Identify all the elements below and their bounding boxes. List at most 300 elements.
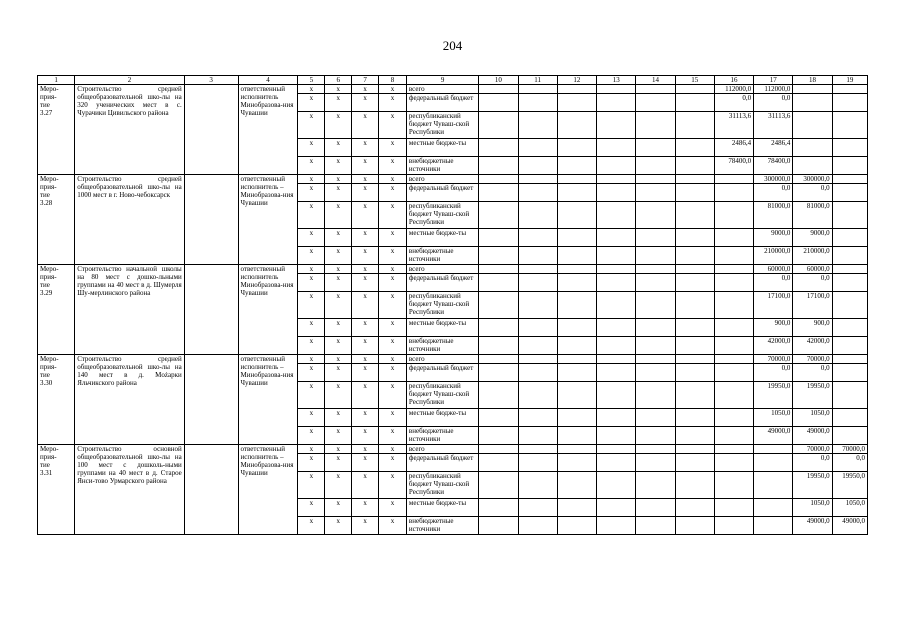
funding-source-cell: республиканский бюджет Чуваш-ской Республики bbox=[406, 292, 478, 319]
amount-cell bbox=[793, 157, 832, 175]
empty-year-cell bbox=[479, 409, 518, 427]
amount-cell: 9000,0 bbox=[793, 229, 832, 247]
empty-year-cell bbox=[557, 94, 596, 112]
amount-cell: 0,0 bbox=[793, 184, 832, 202]
funding-source-cell: внебюджетные источники bbox=[406, 247, 478, 265]
empty-year-cell bbox=[557, 229, 596, 247]
empty-year-cell bbox=[557, 202, 596, 229]
empty-year-cell bbox=[597, 499, 636, 517]
amount-cell bbox=[832, 229, 867, 247]
empty-year-cell bbox=[675, 139, 714, 157]
empty-year-cell bbox=[597, 274, 636, 292]
empty-year-cell bbox=[479, 499, 518, 517]
empty-year-cell bbox=[636, 94, 675, 112]
code-cell: x bbox=[379, 292, 407, 319]
empty-year-cell bbox=[479, 184, 518, 202]
empty-year-cell bbox=[557, 319, 596, 337]
funding-source-cell: всего bbox=[406, 85, 478, 94]
empty-year-cell bbox=[518, 454, 557, 472]
empty-year-cell bbox=[675, 409, 714, 427]
empty-year-cell bbox=[479, 139, 518, 157]
amount-cell bbox=[832, 139, 867, 157]
empty-year-cell bbox=[636, 472, 675, 499]
column-number-cell: 7 bbox=[352, 76, 379, 85]
amount-cell bbox=[714, 382, 753, 409]
empty-year-cell bbox=[557, 265, 596, 274]
activity-id-cell: Меро- прия- тие 3.30 bbox=[38, 355, 75, 445]
amount-cell: 81000,0 bbox=[793, 202, 832, 229]
code-cell: x bbox=[325, 229, 352, 247]
column-number-cell: 8 bbox=[379, 76, 407, 85]
empty-year-cell bbox=[636, 319, 675, 337]
empty-year-cell bbox=[479, 85, 518, 94]
empty-year-cell bbox=[479, 382, 518, 409]
empty-year-cell bbox=[479, 355, 518, 364]
empty-year-cell bbox=[557, 472, 596, 499]
code-cell: x bbox=[379, 184, 407, 202]
code-cell: x bbox=[325, 157, 352, 175]
empty-year-cell bbox=[557, 382, 596, 409]
column-number-cell: 12 bbox=[557, 76, 596, 85]
empty-year-cell bbox=[675, 94, 714, 112]
empty-year-cell bbox=[636, 454, 675, 472]
empty-year-cell bbox=[479, 364, 518, 382]
code-cell: x bbox=[325, 364, 352, 382]
empty-year-cell bbox=[479, 112, 518, 139]
empty-year-cell bbox=[479, 94, 518, 112]
empty-year-cell bbox=[479, 292, 518, 319]
activity-name-cell: Строительство начальной школы на 80 мест с дошко-льными группами на 40 мест в д. Шумерля Шу-мерлинского района bbox=[75, 265, 185, 355]
code-cell: x bbox=[325, 112, 352, 139]
empty-year-cell bbox=[597, 517, 636, 535]
empty-year-cell bbox=[636, 139, 675, 157]
empty-year-cell bbox=[518, 499, 557, 517]
code-cell: x bbox=[325, 517, 352, 535]
amount-cell bbox=[832, 184, 867, 202]
table-row bbox=[38, 445, 868, 454]
empty-year-cell bbox=[557, 355, 596, 364]
amount-cell bbox=[832, 337, 867, 355]
code-cell: x bbox=[298, 112, 325, 139]
empty-year-cell bbox=[597, 229, 636, 247]
code-cell: x bbox=[352, 139, 379, 157]
amount-cell bbox=[832, 247, 867, 265]
empty-year-cell bbox=[479, 265, 518, 274]
code-cell: x bbox=[325, 355, 352, 364]
empty-year-cell bbox=[518, 175, 557, 184]
amount-cell bbox=[754, 454, 793, 472]
amount-cell: 49000,0 bbox=[754, 427, 793, 445]
code-cell: x bbox=[325, 409, 352, 427]
empty-year-cell bbox=[675, 175, 714, 184]
activity-name-cell: Строительство основной общеобразовательной шко-лы на 100 мест с дошколь-ными группами на 40 мест в д. Старое Янси-тово Урмарского района bbox=[75, 445, 185, 535]
column-number-cell: 6 bbox=[325, 76, 352, 85]
code-cell: x bbox=[298, 472, 325, 499]
executor-cell: ответственный исполнитель – Минобразова-ния Чувашии bbox=[238, 355, 298, 445]
empty-year-cell bbox=[479, 337, 518, 355]
empty-year-cell bbox=[479, 472, 518, 499]
code-cell: x bbox=[379, 157, 407, 175]
amount-cell bbox=[832, 274, 867, 292]
amount-cell bbox=[714, 319, 753, 337]
amount-cell bbox=[714, 364, 753, 382]
empty-year-cell bbox=[557, 445, 596, 454]
empty-year-cell bbox=[636, 337, 675, 355]
amount-cell bbox=[714, 454, 753, 472]
amount-cell bbox=[832, 319, 867, 337]
code-cell: x bbox=[352, 319, 379, 337]
empty-year-cell bbox=[479, 175, 518, 184]
empty-year-cell bbox=[675, 499, 714, 517]
amount-cell: 9000,0 bbox=[754, 229, 793, 247]
empty-year-cell bbox=[479, 445, 518, 454]
activity-id-cell: Меро- прия- тие 3.27 bbox=[38, 85, 75, 175]
empty-year-cell bbox=[597, 292, 636, 319]
code-cell: x bbox=[325, 202, 352, 229]
empty-year-cell bbox=[518, 445, 557, 454]
empty-year-cell bbox=[557, 499, 596, 517]
empty-year-cell bbox=[675, 364, 714, 382]
funding-source-cell: внебюджетные источники bbox=[406, 427, 478, 445]
empty-year-cell bbox=[479, 274, 518, 292]
empty-year-cell bbox=[557, 454, 596, 472]
code-cell: x bbox=[379, 517, 407, 535]
empty-year-cell bbox=[675, 472, 714, 499]
amount-cell: 2486,4 bbox=[714, 139, 753, 157]
amount-cell: 60000,0 bbox=[754, 265, 793, 274]
code-cell: x bbox=[352, 445, 379, 454]
empty-year-cell bbox=[597, 94, 636, 112]
empty-year-cell bbox=[675, 427, 714, 445]
amount-cell: 19950,0 bbox=[832, 472, 867, 499]
amount-cell: 300000,0 bbox=[793, 175, 832, 184]
amount-cell: 210000,0 bbox=[754, 247, 793, 265]
code-cell: x bbox=[352, 184, 379, 202]
empty-cell bbox=[184, 85, 238, 175]
code-cell: x bbox=[352, 427, 379, 445]
code-cell: x bbox=[352, 292, 379, 319]
budget-table bbox=[37, 75, 868, 535]
column-number-cell: 4 bbox=[238, 76, 298, 85]
empty-year-cell bbox=[518, 292, 557, 319]
empty-year-cell bbox=[518, 139, 557, 157]
funding-source-cell: местные бюдже-ты bbox=[406, 139, 478, 157]
code-cell: x bbox=[298, 382, 325, 409]
amount-cell bbox=[714, 202, 753, 229]
empty-year-cell bbox=[636, 175, 675, 184]
empty-year-cell bbox=[636, 517, 675, 535]
empty-year-cell bbox=[557, 427, 596, 445]
empty-year-cell bbox=[597, 337, 636, 355]
empty-year-cell bbox=[597, 247, 636, 265]
code-cell: x bbox=[298, 184, 325, 202]
code-cell: x bbox=[379, 319, 407, 337]
empty-year-cell bbox=[518, 274, 557, 292]
amount-cell: 0,0 bbox=[793, 274, 832, 292]
funding-source-cell: республиканский бюджет Чуваш-ской Республики bbox=[406, 382, 478, 409]
empty-year-cell bbox=[557, 337, 596, 355]
amount-cell bbox=[714, 229, 753, 247]
empty-year-cell bbox=[597, 202, 636, 229]
column-number-cell: 1 bbox=[38, 76, 75, 85]
empty-year-cell bbox=[675, 112, 714, 139]
empty-year-cell bbox=[675, 265, 714, 274]
code-cell: x bbox=[379, 175, 407, 184]
amount-cell bbox=[832, 202, 867, 229]
code-cell: x bbox=[325, 175, 352, 184]
amount-cell: 42000,0 bbox=[754, 337, 793, 355]
empty-year-cell bbox=[479, 319, 518, 337]
amount-cell bbox=[754, 499, 793, 517]
code-cell: x bbox=[298, 94, 325, 112]
funding-source-cell: всего bbox=[406, 175, 478, 184]
amount-cell bbox=[832, 409, 867, 427]
empty-year-cell bbox=[518, 184, 557, 202]
code-cell: x bbox=[298, 409, 325, 427]
funding-source-cell: республиканский бюджет Чуваш-ской Республики bbox=[406, 112, 478, 139]
amount-cell bbox=[714, 337, 753, 355]
code-cell: x bbox=[325, 427, 352, 445]
code-cell: x bbox=[325, 499, 352, 517]
code-cell: x bbox=[298, 427, 325, 445]
amount-cell: 19950,0 bbox=[793, 382, 832, 409]
empty-year-cell bbox=[557, 292, 596, 319]
amount-cell: 0,0 bbox=[793, 454, 832, 472]
amount-cell bbox=[714, 265, 753, 274]
code-cell: x bbox=[379, 409, 407, 427]
activity-id-cell: Меро- прия- тие 3.31 bbox=[38, 445, 75, 535]
code-cell: x bbox=[379, 229, 407, 247]
amount-cell: 49000,0 bbox=[832, 517, 867, 535]
amount-cell bbox=[832, 85, 867, 94]
code-cell: x bbox=[298, 364, 325, 382]
code-cell: x bbox=[379, 202, 407, 229]
page-number: 204 bbox=[442, 38, 463, 53]
empty-year-cell bbox=[597, 85, 636, 94]
amount-cell: 42000,0 bbox=[793, 337, 832, 355]
empty-year-cell bbox=[675, 382, 714, 409]
amount-cell bbox=[832, 94, 867, 112]
executor-cell: ответственный исполнитель Минобразова-ния Чувашии bbox=[238, 265, 298, 355]
code-cell: x bbox=[325, 85, 352, 94]
amount-cell: 19950,0 bbox=[754, 382, 793, 409]
column-number-cell: 16 bbox=[714, 76, 753, 85]
funding-source-cell: всего bbox=[406, 445, 478, 454]
empty-year-cell bbox=[675, 445, 714, 454]
code-cell: x bbox=[298, 265, 325, 274]
amount-cell bbox=[793, 139, 832, 157]
activity-id-cell: Меро- прия- тие 3.28 bbox=[38, 175, 75, 265]
empty-year-cell bbox=[636, 409, 675, 427]
column-number-row bbox=[38, 76, 868, 85]
amount-cell: 17100,0 bbox=[754, 292, 793, 319]
code-cell: x bbox=[298, 517, 325, 535]
table-row bbox=[38, 265, 868, 274]
code-cell: x bbox=[352, 454, 379, 472]
code-cell: x bbox=[352, 337, 379, 355]
amount-cell bbox=[714, 517, 753, 535]
empty-year-cell bbox=[557, 175, 596, 184]
funding-source-cell: федеральный бюджет bbox=[406, 364, 478, 382]
amount-cell: 0,0 bbox=[754, 364, 793, 382]
empty-year-cell bbox=[479, 229, 518, 247]
empty-year-cell bbox=[479, 157, 518, 175]
column-number-cell: 18 bbox=[793, 76, 832, 85]
amount-cell bbox=[714, 355, 753, 364]
code-cell: x bbox=[352, 265, 379, 274]
empty-year-cell bbox=[597, 445, 636, 454]
table-row bbox=[38, 85, 868, 94]
empty-year-cell bbox=[479, 247, 518, 265]
code-cell: x bbox=[352, 175, 379, 184]
amount-cell: 0,0 bbox=[754, 184, 793, 202]
empty-year-cell bbox=[518, 94, 557, 112]
amount-cell: 81000,0 bbox=[754, 202, 793, 229]
amount-cell: 70000,0 bbox=[793, 445, 832, 454]
code-cell: x bbox=[325, 274, 352, 292]
code-cell: x bbox=[379, 274, 407, 292]
code-cell: x bbox=[325, 337, 352, 355]
amount-cell bbox=[832, 292, 867, 319]
empty-year-cell bbox=[636, 184, 675, 202]
amount-cell: 1050,0 bbox=[793, 409, 832, 427]
code-cell: x bbox=[379, 445, 407, 454]
code-cell: x bbox=[352, 274, 379, 292]
empty-year-cell bbox=[597, 454, 636, 472]
empty-year-cell bbox=[479, 427, 518, 445]
empty-year-cell bbox=[675, 319, 714, 337]
amount-cell bbox=[714, 472, 753, 499]
code-cell: x bbox=[379, 112, 407, 139]
amount-cell bbox=[714, 445, 753, 454]
amount-cell bbox=[754, 517, 793, 535]
amount-cell bbox=[793, 112, 832, 139]
amount-cell: 0,0 bbox=[793, 364, 832, 382]
code-cell: x bbox=[379, 364, 407, 382]
code-cell: x bbox=[325, 139, 352, 157]
code-cell: x bbox=[298, 175, 325, 184]
empty-year-cell bbox=[636, 427, 675, 445]
empty-year-cell bbox=[675, 454, 714, 472]
code-cell: x bbox=[298, 355, 325, 364]
column-number-cell: 3 bbox=[184, 76, 238, 85]
code-cell: x bbox=[352, 355, 379, 364]
executor-cell: ответственный исполнитель Минобразова-ния Чувашии bbox=[238, 85, 298, 175]
code-cell: x bbox=[352, 472, 379, 499]
funding-source-cell: местные бюдже-ты bbox=[406, 229, 478, 247]
empty-year-cell bbox=[675, 517, 714, 535]
empty-year-cell bbox=[557, 184, 596, 202]
empty-year-cell bbox=[518, 337, 557, 355]
amount-cell: 17100,0 bbox=[793, 292, 832, 319]
code-cell: x bbox=[352, 157, 379, 175]
empty-year-cell bbox=[479, 454, 518, 472]
code-cell: x bbox=[352, 202, 379, 229]
code-cell: x bbox=[298, 85, 325, 94]
code-cell: x bbox=[379, 265, 407, 274]
code-cell: x bbox=[325, 184, 352, 202]
amount-cell: 112000,0 bbox=[754, 85, 793, 94]
amount-cell: 78400,0 bbox=[754, 157, 793, 175]
amount-cell: 60000,0 bbox=[793, 265, 832, 274]
code-cell: x bbox=[379, 337, 407, 355]
amount-cell: 900,0 bbox=[754, 319, 793, 337]
empty-year-cell bbox=[597, 355, 636, 364]
amount-cell bbox=[832, 364, 867, 382]
empty-year-cell bbox=[518, 409, 557, 427]
funding-source-cell: местные бюдже-ты bbox=[406, 499, 478, 517]
code-cell: x bbox=[352, 247, 379, 265]
empty-year-cell bbox=[557, 274, 596, 292]
code-cell: x bbox=[352, 409, 379, 427]
code-cell: x bbox=[379, 355, 407, 364]
code-cell: x bbox=[379, 427, 407, 445]
code-cell: x bbox=[325, 454, 352, 472]
code-cell: x bbox=[325, 472, 352, 499]
funding-source-cell: всего bbox=[406, 265, 478, 274]
empty-year-cell bbox=[597, 265, 636, 274]
empty-year-cell bbox=[557, 157, 596, 175]
funding-source-cell: республиканский бюджет Чуваш-ской Республики bbox=[406, 472, 478, 499]
code-cell: x bbox=[325, 265, 352, 274]
empty-year-cell bbox=[636, 157, 675, 175]
empty-year-cell bbox=[636, 382, 675, 409]
empty-year-cell bbox=[597, 139, 636, 157]
amount-cell bbox=[832, 427, 867, 445]
code-cell: x bbox=[298, 499, 325, 517]
amount-cell bbox=[714, 184, 753, 202]
amount-cell: 2486,4 bbox=[754, 139, 793, 157]
empty-year-cell bbox=[518, 229, 557, 247]
empty-year-cell bbox=[675, 247, 714, 265]
executor-cell: ответственный исполнитель – Минобразова-ния Чувашии bbox=[238, 175, 298, 265]
amount-cell bbox=[832, 112, 867, 139]
amount-cell: 1050,0 bbox=[793, 499, 832, 517]
funding-source-cell: всего bbox=[406, 355, 478, 364]
code-cell: x bbox=[352, 229, 379, 247]
empty-year-cell bbox=[597, 175, 636, 184]
amount-cell bbox=[714, 175, 753, 184]
amount-cell bbox=[832, 382, 867, 409]
activity-name-cell: Строительство средней общеобразовательной шко-лы на 1000 мест в г. Ново-чебоксарск bbox=[75, 175, 185, 265]
empty-year-cell bbox=[518, 382, 557, 409]
empty-year-cell bbox=[518, 517, 557, 535]
empty-year-cell bbox=[557, 409, 596, 427]
empty-year-cell bbox=[675, 202, 714, 229]
activity-name-cell: Строительство средней общеобразовательной шко-лы на 140 мест в д. Мożарки Яльчикского района bbox=[75, 355, 185, 445]
empty-year-cell bbox=[636, 229, 675, 247]
empty-year-cell bbox=[518, 247, 557, 265]
amount-cell: 112000,0 bbox=[714, 85, 753, 94]
amount-cell bbox=[793, 94, 832, 112]
column-number-cell: 15 bbox=[675, 76, 714, 85]
column-number-cell: 11 bbox=[518, 76, 557, 85]
empty-cell bbox=[184, 175, 238, 265]
empty-year-cell bbox=[636, 202, 675, 229]
funding-source-cell: федеральный бюджет bbox=[406, 274, 478, 292]
empty-year-cell bbox=[518, 85, 557, 94]
empty-year-cell bbox=[636, 445, 675, 454]
empty-year-cell bbox=[675, 292, 714, 319]
amount-cell: 0,0 bbox=[714, 94, 753, 112]
funding-source-cell: внебюджетные источники bbox=[406, 157, 478, 175]
activity-name-cell: Строительство средней общеобразовательной шко-лы на 320 ученических мест в с. Чурачики Цивильского района bbox=[75, 85, 185, 175]
empty-year-cell bbox=[597, 157, 636, 175]
empty-year-cell bbox=[597, 472, 636, 499]
code-cell: x bbox=[325, 292, 352, 319]
amount-cell: 210000,0 bbox=[793, 247, 832, 265]
empty-year-cell bbox=[557, 364, 596, 382]
